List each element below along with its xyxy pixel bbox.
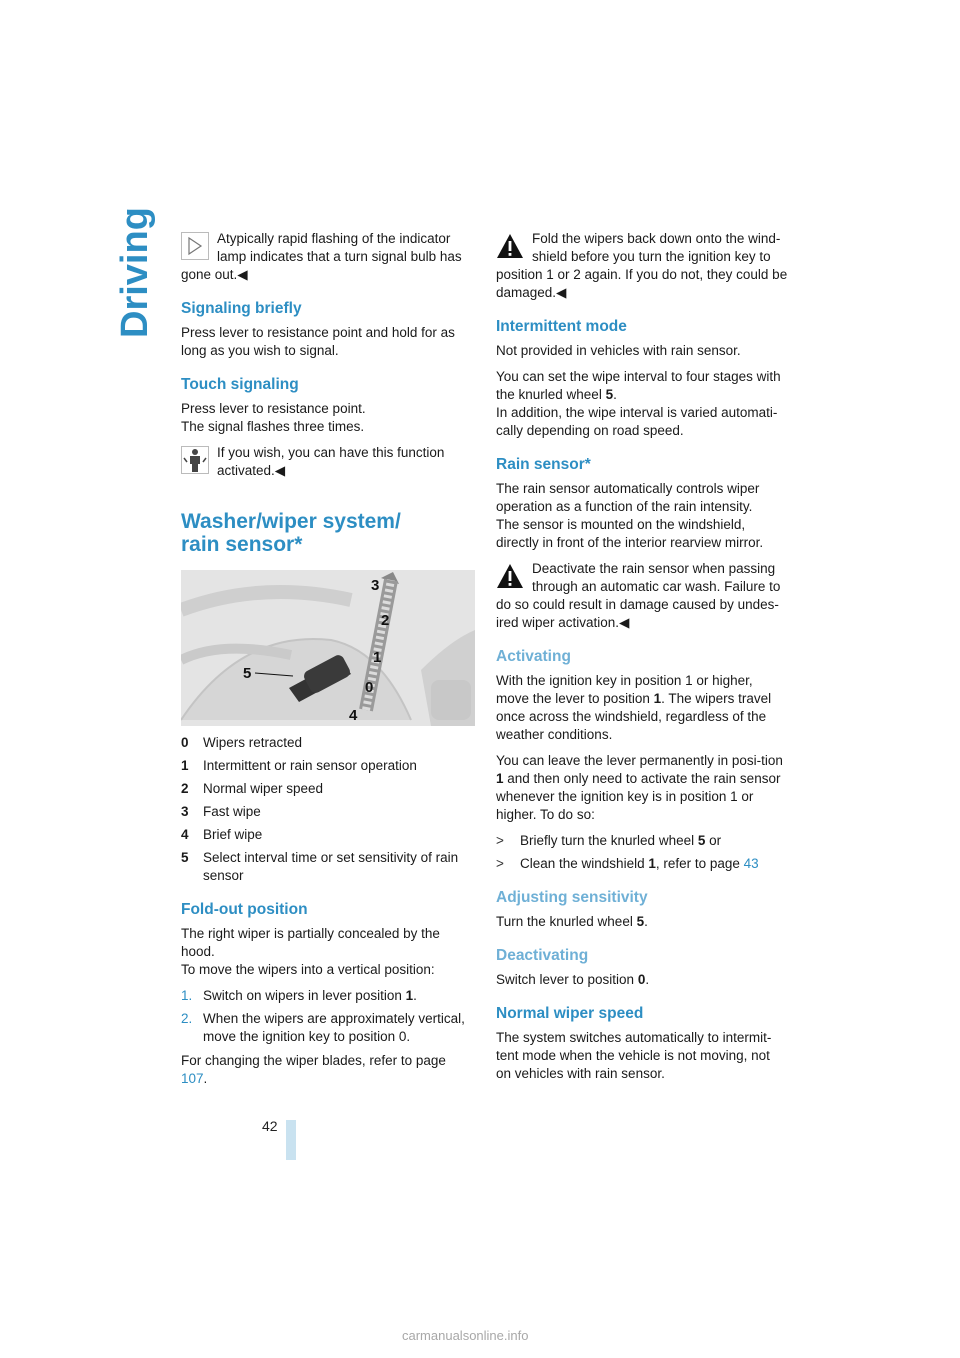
warning-triangle-icon [496,562,524,590]
figure-label-2: 2 [381,612,390,629]
list-item: 4 Brief wipe [181,827,263,842]
left-column: Atypically rapid flashing of the indicator lamp indicates that a turn signal bulb has gone out.◀ Signaling briefly Press lever to resistance point and hold for as long as you wish to signal. Touch signaling Press lever to resistance point. The signal flashes three times. If you wish, you can have this function activated.◀ Washer/wiper system/ rain sensor* 3 2 1 0 4 5 0 Wipers retracted 1 Intermittent or rain sensor operation 2 Normal wiper speed 3 Fast wipe 4 Brief wipe 5 Select interval time or set sensitivity of rain sensor Fold-out position The right wiper is partially concealed by the hood. To move the wipers into a vertical position: 1. Switch on wipers in lever position 1. 2. When the wipers are approximately vertical, move the ignition key to position 0. For changing the wiper blades, refer to page 107. [181,230,473,1096]
figure-label-3: 3 [371,577,380,594]
list-item: 1 Intermittent or rain sensor operation [181,758,417,773]
wiper-lever-figure [181,570,475,726]
heading-activating: Activating [496,648,571,665]
list-item: 5 Select interval time or set sensitivity of rain sensor [181,850,459,883]
list-item: 0 Wipers retracted [181,735,303,750]
figure-label-4: 4 [349,707,358,724]
warning-triangle-icon [496,232,524,260]
chapter-side-title: Driving [114,207,156,338]
blades-reference: For changing the wiper blades, refer to page 107. [181,1053,446,1086]
step-1: 1. Switch on wipers in lever position 1. [181,988,417,1003]
info-note: Atypically rapid flashing of the indicator lamp indicates that a turn signal bulb has gone out.◀ [181,231,462,282]
right-column: Fold the wipers back down onto the wind-shield before you turn the ignition key to position 1 or 2 again. If you do not, they could be damaged.◀ Intermittent mode Not provided in vehicles with rain sensor. You can set the wipe interval to four stages with the knurled wheel 5. In addition, the wipe interval is varied automati-cally depending on road speed. Rain sensor* The rain sensor automatically controls wiper operation as a function of the rain intensity. The sensor is mounted on the windshield, directly in front of the interior rearview mirror. Deactivate the rain sensor when passing through an automatic car wash. Failure to do so could result in damage caused by undes-ired wiper activation.◀ Activating With the ignition key in position 1 or higher, move the lever to position 1. The wipers travel once across the windshield, regardless of the weather conditions. You can leave the lever permanently in posi-tion 1 and then only need to activate the rain sensor whenever the ignition key is in position 1 or higher. To do so: > Briefly turn the knurled wheel 5 or > Clean the windshield 1, refer to page 43 Adjusting sensitivity Turn the knurled wheel 5. Deactivating Switch lever to position 0. Normal wiper speed The system switches automatically to intermit-tent mode when the vehicle is not moving, not on vehicles with rain sensor. [496,231,788,1081]
warning-note: Deactivate the rain sensor when passing through an automatic car wash. Failure to do so could result in damage caused by undes-ired wiper activation.◀ [496,561,781,630]
page-link-43[interactable]: 43 [743,856,759,871]
list-item: > Briefly turn the knurled wheel 5 or [496,833,722,848]
service-person-icon [181,446,209,474]
page-bar [286,1120,296,1160]
heading-intermittent: Intermittent mode [496,318,627,335]
figure-label-1: 1 [373,649,382,666]
figure-label-5: 5 [243,665,252,682]
service-note: If you wish, you can have this function activated.◀ [181,444,473,480]
list-item: 2 Normal wiper speed [181,781,324,796]
step-2: 2. When the wipers are approximately vertical, move the ignition key to position 0. [181,1011,465,1044]
heading-normal-wiper-speed: Normal wiper speed [496,1005,644,1022]
arrow-note-icon [181,232,209,260]
wiper-lever-illustration [181,570,475,726]
heading-signaling-briefly: Signaling briefly [181,300,302,317]
heading-adjusting-sensitivity: Adjusting sensitivity [496,889,648,906]
figure-label-0: 0 [365,679,374,696]
heading-deactivating: Deactivating [496,947,589,964]
list-item: 3 Fast wipe [181,804,261,819]
heading-rain-sensor: Rain sensor* [496,456,591,473]
wiper-position-list [181,734,473,885]
heading-fold-out: Fold-out position [181,901,308,918]
page-link-107[interactable]: 107 [181,1071,204,1086]
page-number: 42 [262,1118,278,1134]
list-item: > Clean the windshield 1, refer to page 43 [496,856,759,871]
watermark: carmanualsonline.info [402,1328,529,1343]
heading-washer-wiper: Washer/wiper system/ rain sensor* [181,510,401,556]
warning-note: Fold the wipers back down onto the wind-shield before you turn the ignition key to position 1 or 2 again. If you do not, they could be damaged.◀ [496,231,788,300]
heading-touch-signaling: Touch signaling [181,376,299,393]
